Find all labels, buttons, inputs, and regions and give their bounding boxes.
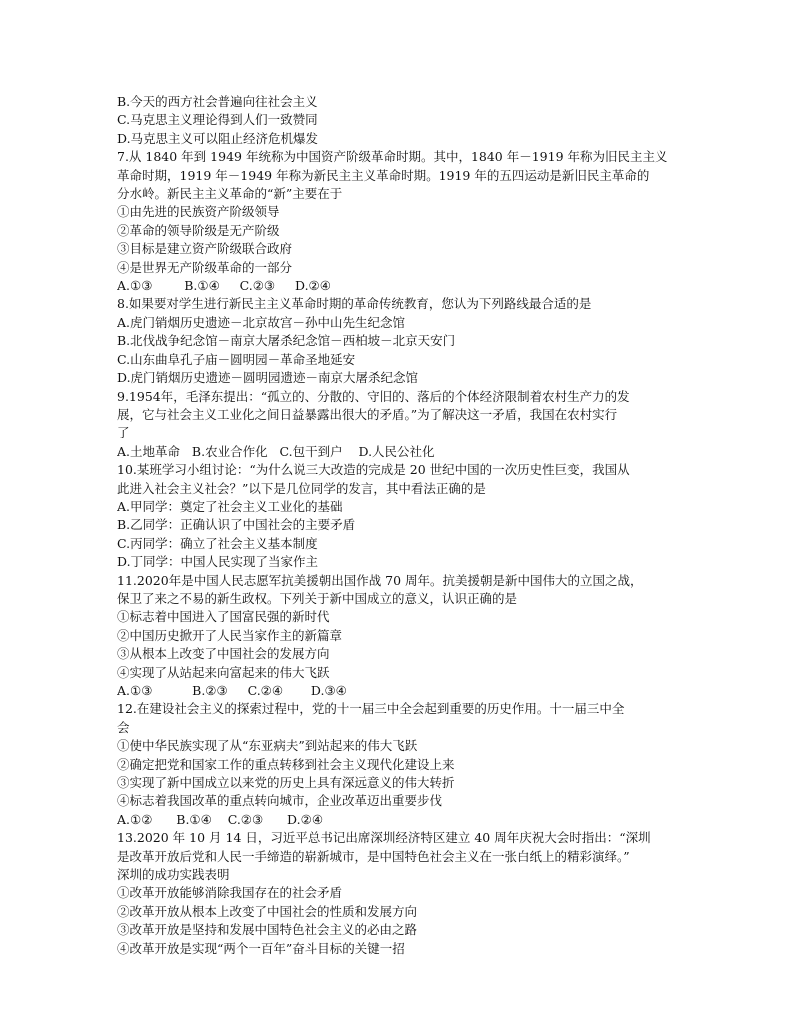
text-line: ④实现了从站起来向富起来的伟大飞跃 <box>117 664 330 680</box>
text-line: D.虎门销烟历史遗迹－圆明园遗迹－南京大屠杀纪念馆 <box>117 370 419 386</box>
text-line: B.今天的西方社会普遍向往社会主义 <box>117 94 318 109</box>
text-line: 是改革开放后党和人民一手缔造的崭新城市，是中国特色社会主义在一张白纸上的精彩演绎。” <box>117 848 630 864</box>
text-line: ②改革开放从根本上改变了中国社会的性质和发展方向 <box>117 903 418 919</box>
text-line: C.马克思主义理论得到人们一致赞同 <box>117 112 318 128</box>
text-line: ④是世界无产阶级革命的一部分 <box>117 259 293 275</box>
text-line: ③目标是建立资产阶级联合政府 <box>117 241 293 257</box>
text-line: ①改革开放能够消除我国存在的社会矛盾 <box>117 885 343 901</box>
text-line: 革命时期，1919 年－1949 年称为新民主主义革命时期。1919 年的五四运动是新旧民主革命的 <box>117 167 650 183</box>
text-line: A.甲同学：奠定了社会主义工业化的基础 <box>117 498 343 514</box>
text-line: 展，它与社会主义工业化之间日益暴露出很大的矛盾。”为了解决这一矛盾，我国在农村实行 <box>117 406 618 422</box>
text-line: 12.在建设社会主义的探索过程中，党的十一届三中全会起到重要的历史作用。十一届三中全 <box>117 701 625 717</box>
text-line: ①由先进的民族资产阶级领导 <box>117 204 280 220</box>
text-line: 此进入社会主义社会？”以下是几位同学的发言，其中看法正确的是 <box>117 480 486 496</box>
text-line: B.北伐战争纪念馆－南京大屠杀纪念馆－西柏坡－北京天安门 <box>117 333 456 349</box>
text-line: C.山东曲阜孔子庙－圆明园－革命圣地延安 <box>117 351 356 367</box>
text-line: 7.从 1840 年到 1949 年统称为中国资产阶级革命时期。其中，1840 年－1919 年称为旧民主主义 <box>117 149 668 165</box>
text-line: A.①③ B.②③ C.②④ D.③④ <box>117 683 347 698</box>
text-line: ③实现了新中国成立以来党的历史上具有深远意义的伟大转折 <box>117 775 455 791</box>
text-line: ①使中华民族实现了从“东亚病夫”到站起来的伟大飞跃 <box>117 738 418 754</box>
text-line: ②革命的领导阶级是无产阶级 <box>117 222 280 238</box>
text-line: D.丁同学：中国人民实现了当家作主 <box>117 554 319 570</box>
text-line: ④改革开放是实现“两个一百年”奋斗目标的关键一招 <box>117 940 405 956</box>
text-line: A.①② B.①④ C.②③ D.②④ <box>117 811 324 827</box>
text-line: 深圳的成功实践表明 <box>117 867 230 883</box>
text-line: C.丙同学：确立了社会主义基本制度 <box>117 535 318 551</box>
text-line: A.土地革命 B.农业合作化 C.包干到户 D.人民公社化 <box>117 443 435 459</box>
text-line: ③改革开放是坚持和发展中国特色社会主义的必由之路 <box>117 922 418 938</box>
text-line: 9.1954年，毛泽东提出：“孤立的、分散的、守旧的、落后的个体经济限制着农村生产力的发 <box>117 388 630 404</box>
text-line: 10.某班学习小组讨论：“为什么说三大改造的完成是 20 世纪中国的一次历史性巨变，我国从 <box>117 462 630 478</box>
text-line: 保卫了来之不易的新生政权。下列关于新中国成立的意义，认识正确的是 <box>117 590 518 606</box>
text-line: A.①③ B.①④ C.②③ D.②④ <box>117 278 331 294</box>
text-line: D.马克思主义可以阻止经济危机爆发 <box>117 130 319 146</box>
text-line: ②确定把党和国家工作的重点转移到社会主义现代化建设上来 <box>117 756 455 772</box>
text-line: 了 <box>117 425 130 441</box>
text-line: 11.2020年是中国人民志愿军抗美援朝出国作战 70 周年。抗美援朝是新中国伟大的立国之战， <box>117 572 643 588</box>
text-line: 13.2020 年 10 月 14 日，习近平总书记出席深圳经济特区建立 40 周年庆祝大会时指出：“深圳 <box>117 830 651 846</box>
text-line: 分水岭。新民主主义革命的“新”主要在于 <box>117 186 343 202</box>
text-line: ②中国历史掀开了人民当家作主的新篇章 <box>117 627 343 643</box>
text-line: A.虎门销烟历史遗迹－北京故宫－孙中山先生纪念馆 <box>117 314 406 330</box>
exam-page-text <box>117 93 687 958</box>
text-line: ①标志着中国进入了国富民强的新时代 <box>117 609 330 625</box>
text-line: ④标志着我国改革的重点转向城市，企业改革迈出重要步伐 <box>117 793 443 809</box>
text-line: B.乙同学：正确认识了中国社会的主要矛盾 <box>117 517 356 533</box>
text-line: 会 <box>117 719 130 735</box>
text-line: ③从根本上改变了中国社会的发展方向 <box>117 646 330 662</box>
text-line: 8.如果要对学生进行新民主主义革命时期的革命传统教育，您认为下列路线最合适的是 <box>117 296 592 312</box>
